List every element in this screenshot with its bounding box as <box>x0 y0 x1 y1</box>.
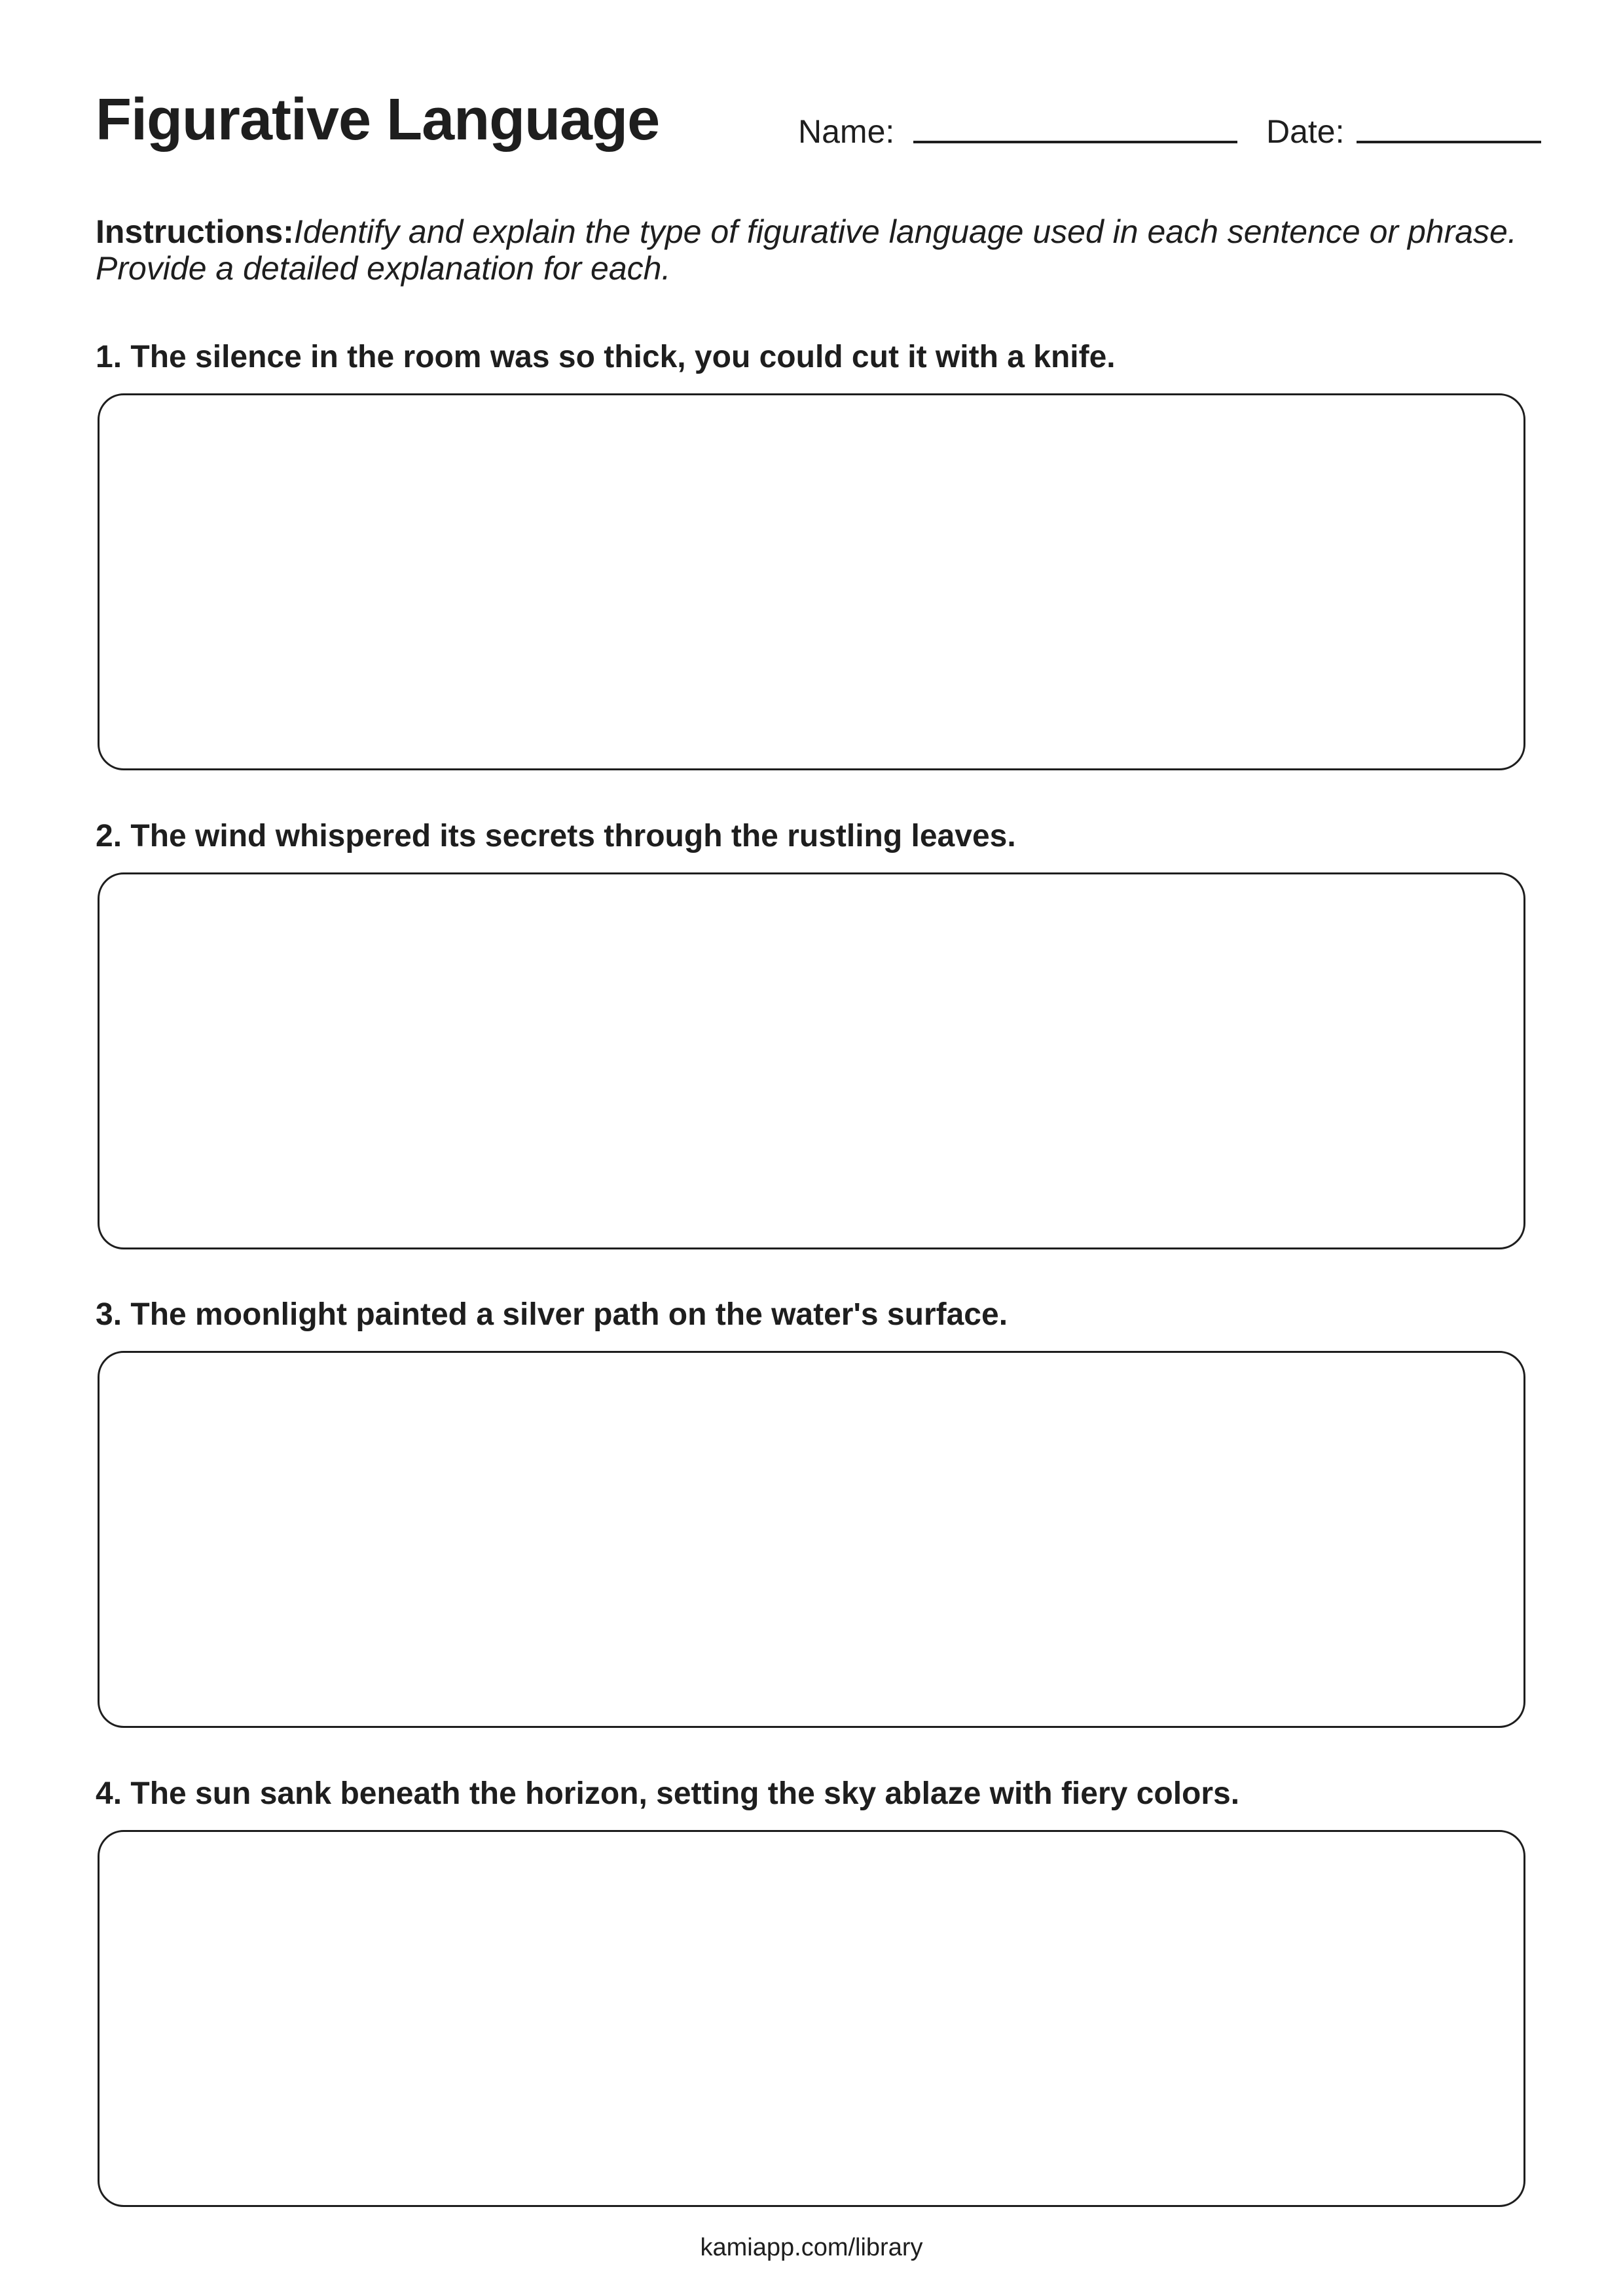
date-label: Date: <box>1266 113 1345 150</box>
worksheet-title: Figurative Language <box>96 87 660 152</box>
question-1: 1. The silence in the room was so thick, you could cut it with a knife. <box>96 340 1116 374</box>
instructions-body: Identify and explain the type of figurative language used in each sentence or phrase. Provide a detailed explanation for each. <box>96 213 1517 287</box>
answer-box-2[interactable] <box>98 872 1525 1249</box>
date-field[interactable] <box>1357 141 1541 143</box>
instructions <box>96 213 1536 287</box>
answer-box-3[interactable] <box>98 1351 1525 1728</box>
question-4: 4. The sun sank beneath the horizon, setting the sky ablaze with fiery colors. <box>96 1776 1240 1811</box>
answer-box-1[interactable] <box>98 393 1525 770</box>
question-3: 3. The moonlight painted a silver path on the water's surface. <box>96 1297 1008 1332</box>
instructions-lead: Instructions: <box>96 213 294 250</box>
question-2: 2. The wind whispered its secrets through the rustling leaves. <box>96 819 1016 853</box>
name-field[interactable] <box>913 141 1237 143</box>
name-label: Name: <box>798 113 895 150</box>
answer-box-4[interactable] <box>98 1830 1525 2207</box>
footer-url: kamiapp.com/library <box>700 2234 923 2261</box>
